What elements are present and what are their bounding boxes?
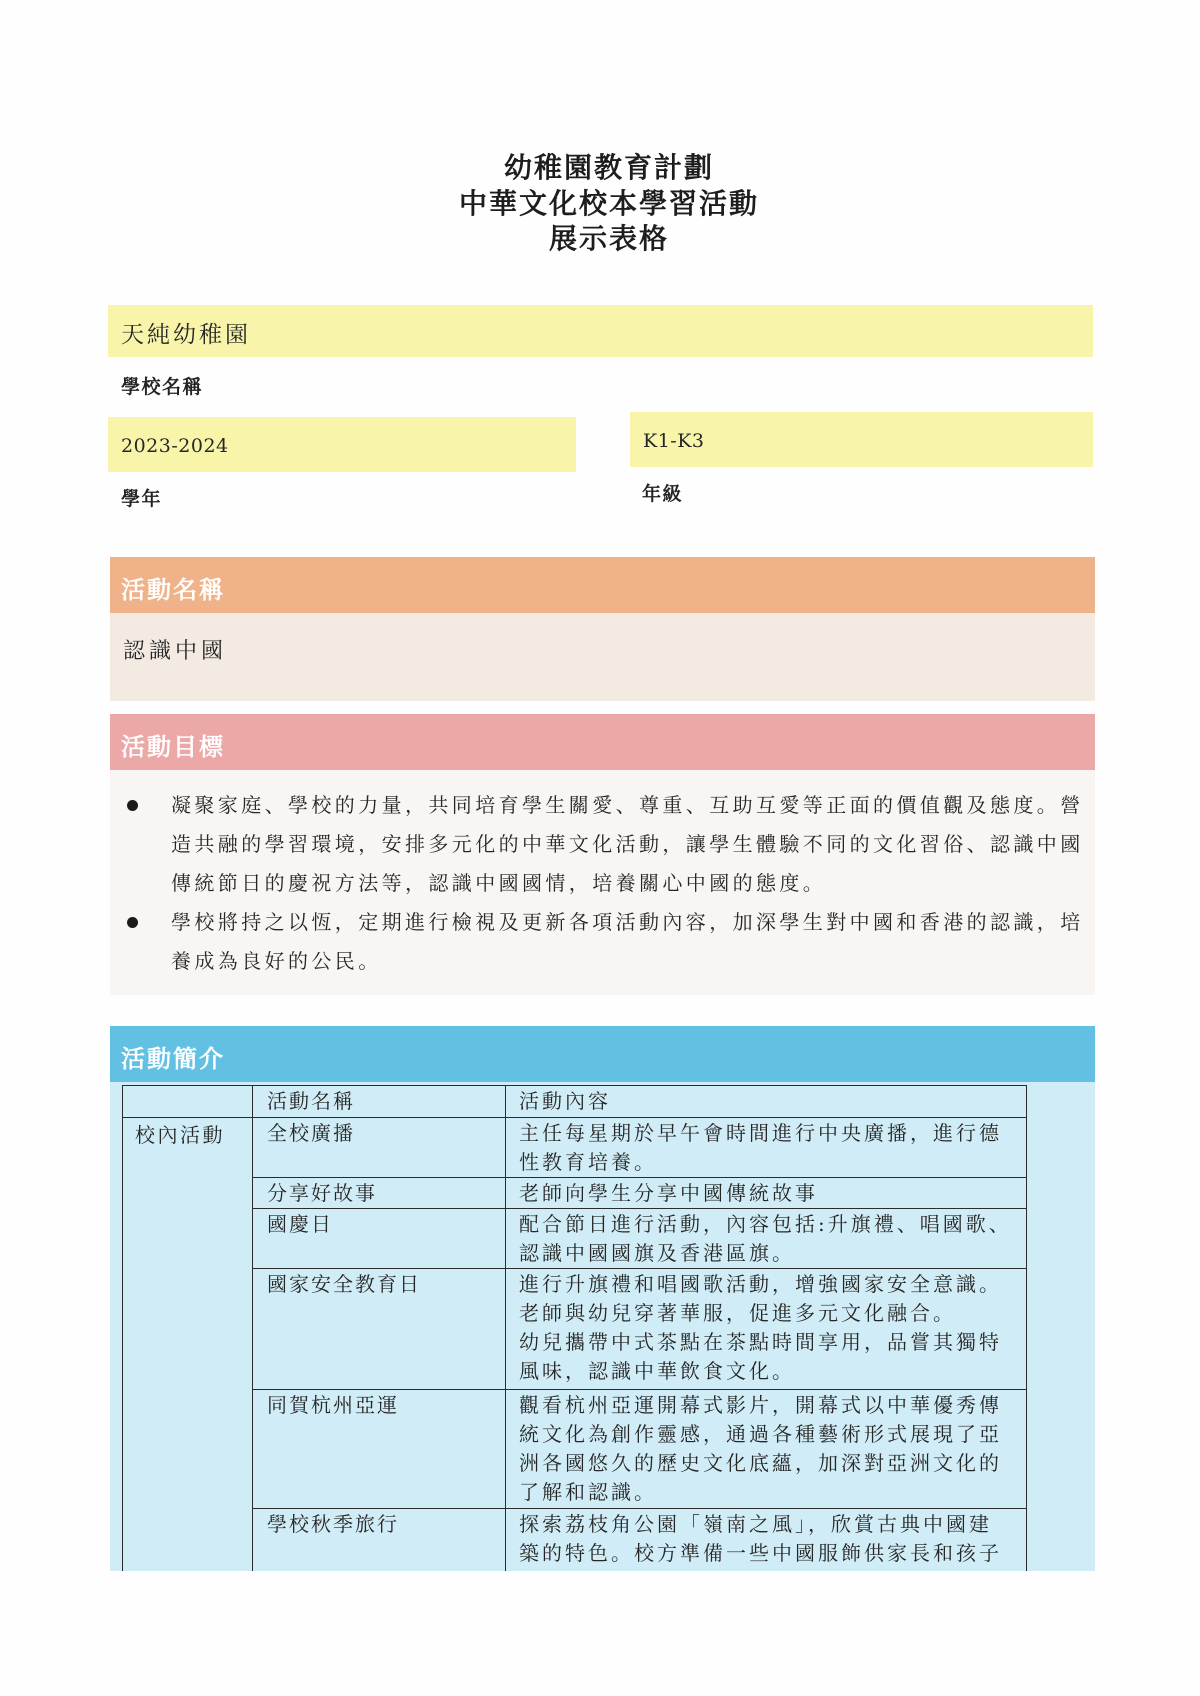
activity-name-cell: 同賀杭州亞運: [253, 1390, 506, 1509]
activity-content-cell: [506, 1269, 1027, 1390]
activity-content-cell: [506, 1118, 1027, 1178]
activity-content-cell: [506, 1509, 1027, 1572]
overview-panel: [110, 1082, 1095, 1571]
content-line: 性教育培養。: [519, 1150, 657, 1174]
activity-content-cell: [506, 1209, 1027, 1269]
activity-category-cell: 校內活動: [123, 1118, 253, 1572]
table-row: [123, 1178, 1027, 1209]
title-line: 幼稚園教育計劃: [503, 151, 714, 184]
grade-field: [630, 412, 1093, 467]
table-header-activity-name: 活動名稱: [253, 1086, 506, 1118]
table-row: [123, 1118, 1027, 1178]
content-line: 了解和認識。: [519, 1480, 657, 1504]
document-title: [18, 150, 1200, 257]
bullet-icon: [127, 800, 138, 811]
objective-line: 造共融的學習環境，安排多元化的中華文化活動，讓學生體驗不同的文化習俗、認識中國: [171, 832, 1084, 856]
grade-value: K1-K3: [643, 430, 705, 452]
activity-name-cell: 分享好故事: [253, 1178, 506, 1209]
objectives-panel: [110, 770, 1095, 995]
objectives-heading: 活動目標: [110, 714, 1095, 770]
activity-name-panel: [110, 613, 1095, 701]
activity-name-cell: 學校秋季旅行: [253, 1509, 506, 1572]
objective-text: [171, 903, 1084, 981]
content-line: 老師向學生分享中國傳統故事: [519, 1181, 818, 1205]
table-header-row: [123, 1086, 1027, 1118]
table-row: [123, 1390, 1027, 1509]
objective-line: 凝聚家庭、學校的力量，共同培育學生關愛、尊重、互助互愛等正面的價值觀及態度。營: [171, 793, 1084, 817]
activity-content-cell: [506, 1178, 1027, 1209]
objective-text: [171, 786, 1084, 903]
content-line: 老師與幼兒穿著華服，促進多元文化融合。: [519, 1301, 956, 1325]
content-line: 洲各國悠久的歷史文化底蘊，加深對亞洲文化的: [519, 1451, 1002, 1475]
school-name-label: 學校名稱: [121, 376, 204, 398]
table-row: [123, 1209, 1027, 1269]
content-line: 幼兒攜帶中式茶點在茶點時間享用，品嘗其獨特: [519, 1330, 1002, 1354]
activity-name-value: 認識中國: [123, 639, 228, 664]
table-header-blank: [123, 1086, 253, 1118]
content-line: 統文化為創作靈感，通過各種藝術形式展現了亞: [519, 1422, 1002, 1446]
content-line: 風味，認識中華飲食文化。: [519, 1359, 795, 1383]
content-line: 觀看杭州亞運開幕式影片，開幕式以中華優秀傳: [519, 1393, 1002, 1417]
table-header-activity-content: 活動內容: [506, 1086, 1027, 1118]
activity-name-cell: 國家安全教育日: [253, 1269, 506, 1390]
grade-label: 年級: [642, 483, 684, 505]
objective-line: 學校將持之以恆，定期進行檢視及更新各項活動內容，加深學生對中國和香港的認識，培: [171, 910, 1084, 934]
activity-content-cell: [506, 1390, 1027, 1509]
school-name-value: 天純幼稚園: [121, 322, 251, 348]
content-line: 配合節日進行活動，內容包括:升旗禮、唱國歌、: [519, 1212, 1012, 1236]
overview-heading: 活動簡介: [110, 1026, 1095, 1082]
content-line: 主任每星期於早午會時間進行中央廣播，進行德: [519, 1121, 1002, 1145]
objective-line: 養成為良好的公民。: [171, 949, 382, 973]
table-row: [123, 1509, 1027, 1572]
activity-name-heading: 活動名稱: [110, 557, 1095, 613]
activity-overview-table: [122, 1085, 1027, 1571]
activity-name-cell: 國慶日: [253, 1209, 506, 1269]
school-name-field: [108, 305, 1093, 357]
objective-line: 傳統節日的慶祝方法等，認識中國國情，培養關心中國的態度。: [171, 871, 827, 895]
title-line: 中華文化校本學習活動: [458, 186, 759, 220]
content-line: 探索荔枝角公園「嶺南之風」，欣賞古典中國建: [519, 1512, 992, 1536]
overview-table-wrapper: [122, 1085, 1028, 1571]
table-row: [123, 1269, 1027, 1390]
activity-name-cell: 全校廣播: [253, 1118, 506, 1178]
bullet-icon: [127, 917, 138, 928]
content-line: 認識中國國旗及香港區旗。: [519, 1241, 795, 1265]
title-line: 展示表格: [548, 222, 669, 255]
school-year-field: [108, 417, 576, 472]
school-year-value: 2023-2024: [121, 435, 229, 457]
content-line: 進行升旗禮和唱國歌活動，增強國家安全意識。: [519, 1272, 1002, 1296]
school-year-label: 學年: [121, 488, 163, 510]
content-line: 築的特色。校方準備一些中國服飾供家長和孩子: [519, 1541, 1002, 1565]
